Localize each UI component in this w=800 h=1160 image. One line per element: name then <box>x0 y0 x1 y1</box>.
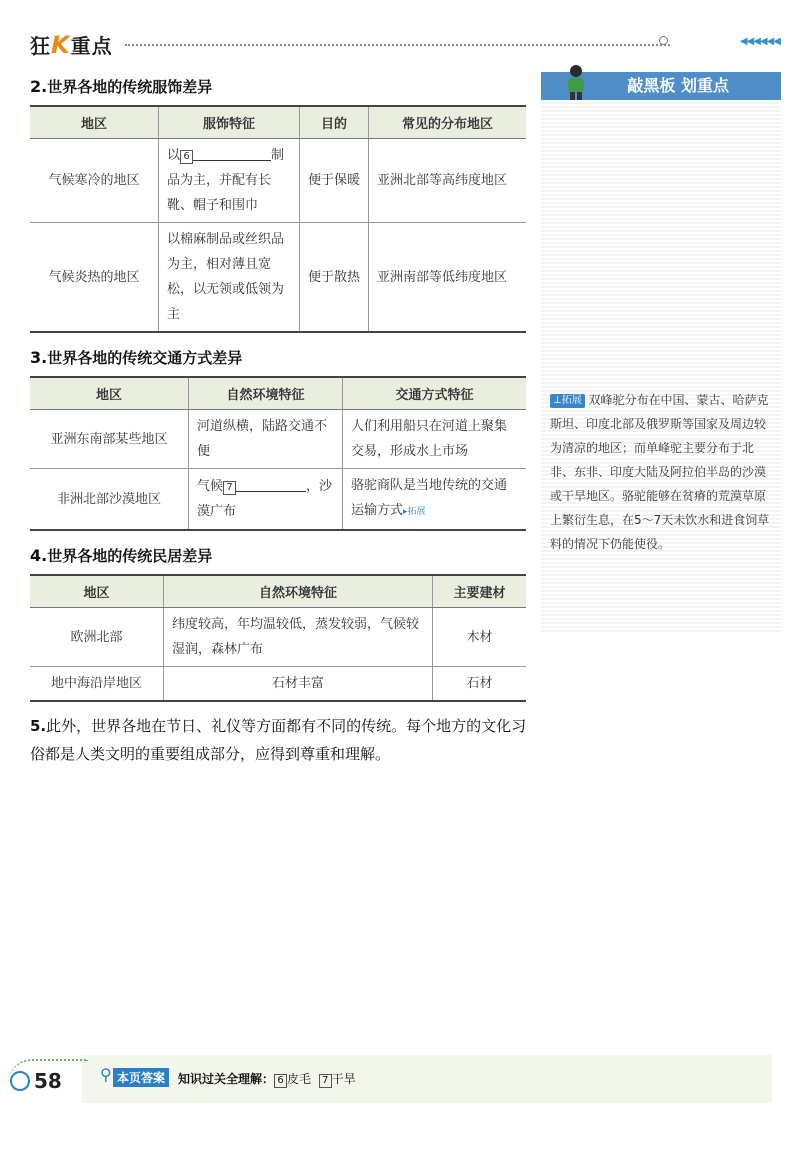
extension-tag: ⊥拓展 <box>550 394 585 408</box>
cell-region: 气候炎热的地区 <box>30 223 159 333</box>
clock-icon <box>10 1071 30 1091</box>
column-header: 地区 <box>30 106 159 139</box>
column-header: 主要建材 <box>433 575 527 608</box>
table-row <box>30 667 526 702</box>
header-circle-icon <box>659 36 668 45</box>
section-title-clothing: 2.世界各地的传统服饰差异 <box>30 77 213 96</box>
column-header: 交通方式特征 <box>343 377 527 410</box>
cell-distribution: 亚洲南部等低纬度地区 <box>369 223 527 333</box>
section-title-dwelling: 4.世界各地的传统民居差异 <box>30 546 213 565</box>
page-footer <box>0 1055 800 1115</box>
column-header: 服饰特征 <box>159 106 300 139</box>
cell-environment: 河道纵横，陆路交通不便 <box>189 410 343 469</box>
main-content <box>30 72 530 768</box>
sidebar-notes <box>541 72 781 632</box>
cell-feature: 以 6 制品为主，并配有长靴、帽子和围巾 <box>159 139 300 223</box>
cell-material: 石材 <box>433 667 527 702</box>
header-dotted-line <box>125 44 670 46</box>
section-title-transport: 3.世界各地的传统交通方式差异 <box>30 348 243 367</box>
dwelling-table <box>30 574 526 702</box>
table-row <box>30 139 526 223</box>
fill-blank[interactable] <box>236 477 306 492</box>
cell-purpose: 便于保暖 <box>300 139 369 223</box>
column-header: 地区 <box>30 575 164 608</box>
cell-region: 气候寒冷的地区 <box>30 139 159 223</box>
table-row <box>30 223 526 333</box>
sidebar-note: ⊥拓展 双峰驼分布在中国、蒙古、哈萨克斯坦、印度北部及俄罗斯等国家及周边较为清凉的地区；而单峰驼主要分布于北非、东非、印度大陆及阿拉伯半岛的沙漠或干旱地区。骆驼能够在贫瘠的荒漠草原上繁衍生息，在5～7天未饮水和进食饲草料的情况下仍能使役。 <box>550 393 770 551</box>
table-header-row <box>30 377 526 410</box>
answer-tag: 本页答案 <box>113 1068 169 1087</box>
teacher-icon <box>561 64 591 100</box>
answer-box: 7 <box>319 1074 332 1088</box>
cell-region: 欧洲北部 <box>30 608 164 667</box>
cell-purpose: 便于散热 <box>300 223 369 333</box>
cell-region: 地中海沿岸地区 <box>30 667 164 702</box>
cell-transport: 人们利用船只在河道上聚集交易，形成水上市场 <box>343 410 527 469</box>
transport-table <box>30 376 526 531</box>
brand-logo: 狂K重点 <box>30 31 113 59</box>
column-header: 地区 <box>30 377 189 410</box>
cell-region: 非洲北部沙漠地区 <box>30 469 189 531</box>
cell-distribution: 亚洲北部等高纬度地区 <box>369 139 527 223</box>
table-row <box>30 410 526 469</box>
table-row <box>30 608 526 667</box>
table-row <box>30 469 526 531</box>
extension-link[interactable]: ▸拓展 <box>403 507 426 517</box>
clothing-table <box>30 105 526 333</box>
fill-blank[interactable] <box>193 146 271 161</box>
sidebar-banner: 敲黑板 划重点 <box>541 72 781 100</box>
page-number: 58 <box>34 1069 62 1093</box>
column-header: 常见的分布地区 <box>369 106 527 139</box>
cell-environment: 气候 7 ，沙漠广布 <box>189 469 343 531</box>
page-header <box>30 28 780 58</box>
cell-transport: 骆驼商队是当地传统的交通运输方式▸拓展 <box>343 469 527 531</box>
cell-feature: 以棉麻制品或丝织品为主，相对薄且宽松，以无领或低领为主 <box>159 223 300 333</box>
cell-region: 亚洲东南部某些地区 <box>30 410 189 469</box>
column-header: 自然环境特征 <box>189 377 343 410</box>
key-icon: ⚲ <box>100 1065 112 1084</box>
table-header-row <box>30 106 526 139</box>
table-header-row <box>30 575 526 608</box>
cell-material: 木材 <box>433 608 527 667</box>
column-header: 目的 <box>300 106 369 139</box>
answer-box: 7 <box>223 481 236 495</box>
answer-box: 6 <box>274 1074 287 1088</box>
answer-line: 知识过关全理解： 6 皮毛 7 干旱 <box>178 1072 356 1086</box>
cell-environment: 纬度较高，年均温较低，蒸发较弱，气候较湿润，森林广布 <box>164 608 433 667</box>
header-arrows-icon: ◀◀◀◀◀◀ <box>739 36 780 47</box>
cell-environment: 石材丰富 <box>164 667 433 702</box>
column-header: 自然环境特征 <box>164 575 433 608</box>
answer-box: 6 <box>180 150 193 164</box>
closing-paragraph: 5.此外，世界各地在节日、礼仪等方面都有不同的传统。每个地方的文化习俗都是人类文明的重要组成部分，应得到尊重和理解。 <box>30 717 527 763</box>
